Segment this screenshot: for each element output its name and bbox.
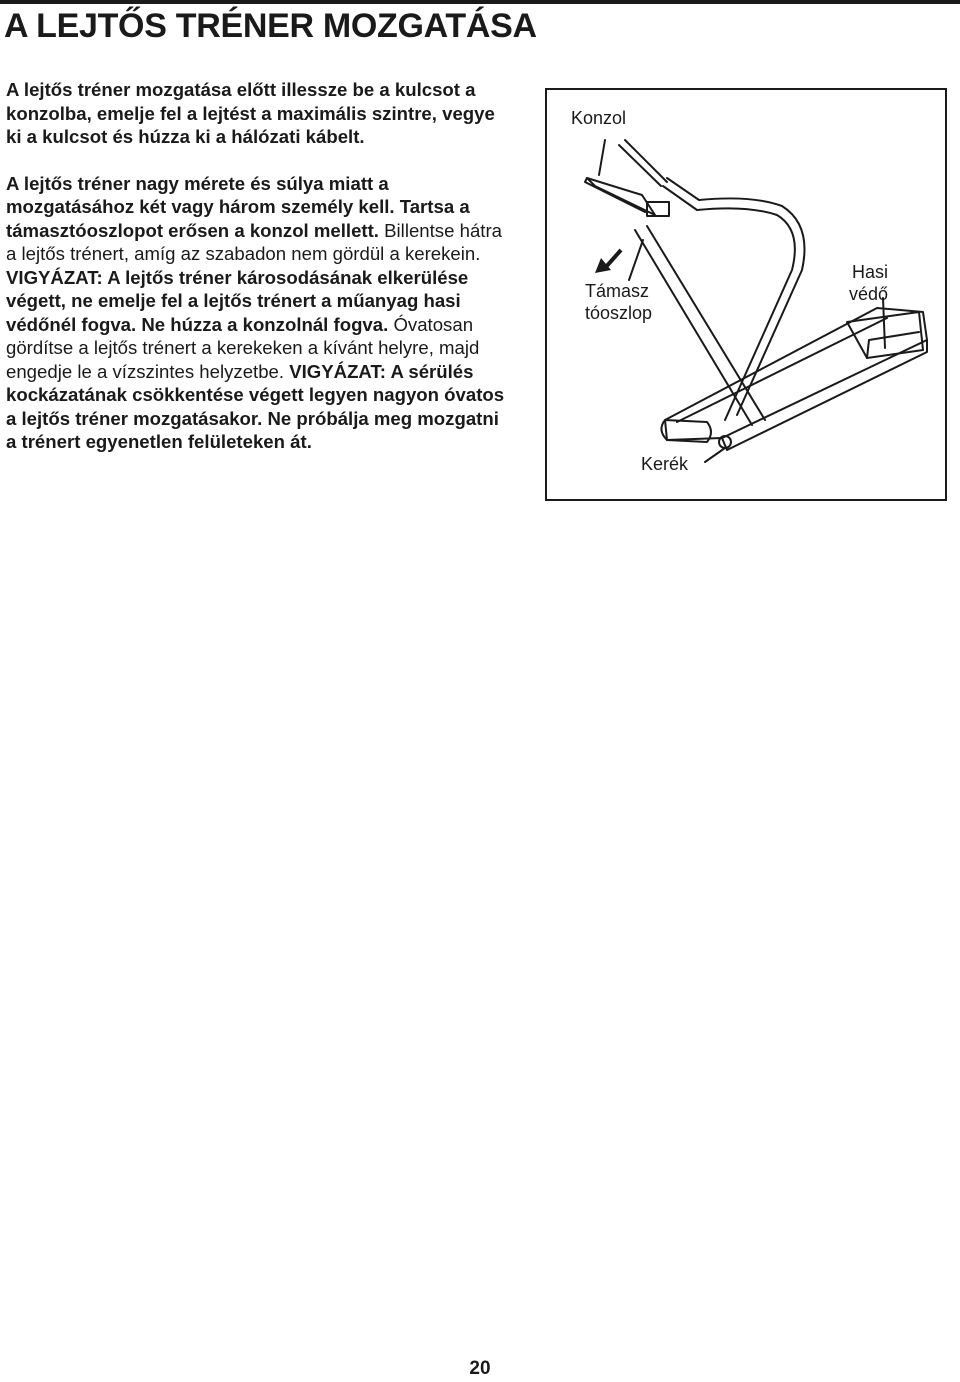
upright-label-line1: Támasz (585, 281, 650, 301)
treadmill-figure (545, 88, 947, 501)
caution-injury-text: VIGYÁZAT: A sérülés kockázatának csökkentése végett legyen nagyon óvatos a lejtős tréner mozgatásakor. Ne próbálja meg mozgatni a trénert egyenetlen felületeken át. (6, 360, 505, 452)
instructions-text (6, 78, 512, 477)
upright-label-line2: tóoszlop (585, 303, 653, 323)
page-number: 20 (469, 1358, 491, 1379)
caution-damage-text: VIGYÁZAT: A lejtős tréner károsodásának elkerülése végett, ne emelje fel a lejtős trénert a műanyag hasi védőnél fogva. Ne húzza a konzolnál fogva. (6, 266, 469, 335)
wheel-label: Kerék (641, 454, 689, 474)
paragraph-prepare: A lejtős tréner mozgatása előtt illessze be a kulcsot a konzolba, emelje fel a lejtést a maximális szintre, vegye ki a kulcsot és húzza ki a hálózati kábelt. (6, 79, 495, 147)
page-title: A LEJTŐS TRÉNER MOZGATÁSA (4, 7, 537, 45)
console-label: Konzol (571, 108, 627, 128)
hood-label-line2: védő (849, 284, 889, 304)
tilt-back-text: Billentse hátra a lejtős trénert, amíg az szabadon nem gördül a kerekein. (6, 219, 502, 264)
paragraph-moving (6, 172, 512, 454)
hood-label-line1: Hasi (852, 262, 889, 282)
roll-text: Óvatosan gördítse a lejtős trénert a kerekeken a kívánt helyre, majd engedje le a vízszintes helyzetbe. (6, 313, 480, 382)
moving-people-text: A lejtős tréner nagy mérete és súlya miatt a mozgatásához két vagy három személy kell. Tartsa a támasztóoszlopot erősen a konzol mellett. (6, 172, 470, 241)
tilt-direction-arrow-icon (595, 250, 621, 273)
